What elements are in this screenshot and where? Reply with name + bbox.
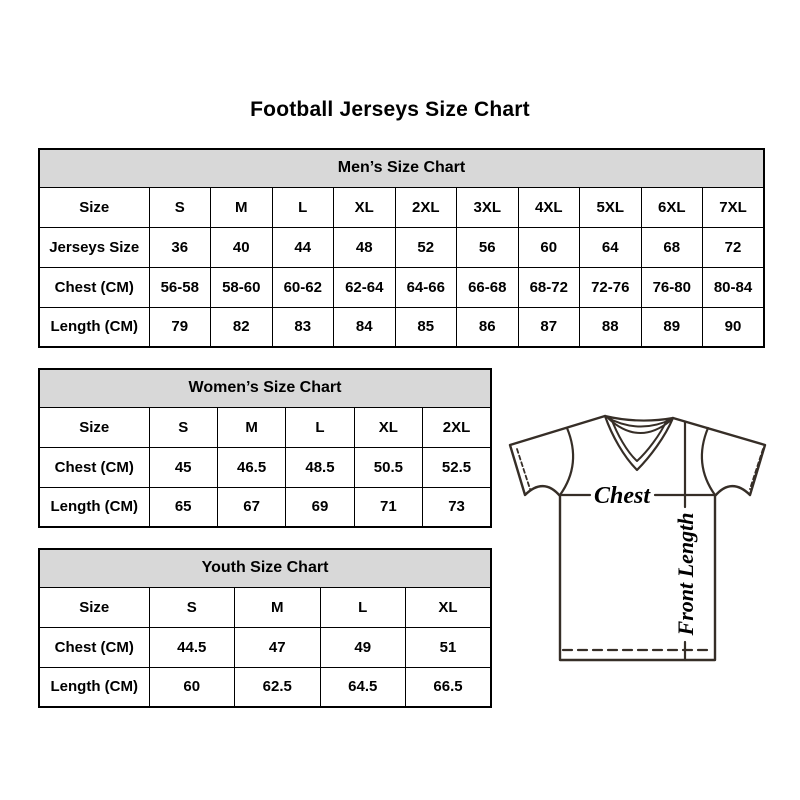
mens-table-row <box>39 267 764 307</box>
womens-cell: 52.5 <box>423 447 491 487</box>
womens-cell: 50.5 <box>354 447 422 487</box>
womens-table-row <box>39 447 491 487</box>
mens-cell: 89 <box>641 307 703 347</box>
youth-table-title: Youth Size Chart <box>39 549 491 587</box>
womens-row-header: Chest (CM) <box>39 447 149 487</box>
mens-cell: 56 <box>457 227 519 267</box>
mens-cell: 6XL <box>641 187 703 227</box>
womens-row-header: Size <box>39 407 149 447</box>
mens-table-row <box>39 307 764 347</box>
mens-cell: 82 <box>211 307 273 347</box>
mens-table-title: Men’s Size Chart <box>39 149 764 187</box>
youth-cell: 44.5 <box>149 627 235 667</box>
mens-cell: 5XL <box>580 187 642 227</box>
mens-table-row <box>39 187 764 227</box>
mens-cell: 68 <box>641 227 703 267</box>
chest-label: Chest <box>593 483 651 509</box>
youth-cell: L <box>320 587 406 627</box>
youth-cell: 62.5 <box>235 667 321 707</box>
jersey-outline <box>510 416 765 660</box>
mens-cell: 68-72 <box>518 267 580 307</box>
womens-cell: 45 <box>149 447 217 487</box>
youth-cell: XL <box>406 587 492 627</box>
youth-cell: 64.5 <box>320 667 406 707</box>
mens-size-table <box>38 148 765 348</box>
mens-cell: 60 <box>518 227 580 267</box>
womens-cell: 65 <box>149 487 217 527</box>
mens-row-header: Jerseys Size <box>39 227 149 267</box>
mens-cell: 58-60 <box>211 267 273 307</box>
mens-cell: 66-68 <box>457 267 519 307</box>
mens-row-header: Size <box>39 187 149 227</box>
mens-table-row <box>39 227 764 267</box>
mens-cell: 85 <box>395 307 457 347</box>
womens-cell: 46.5 <box>217 447 285 487</box>
youth-row-header: Length (CM) <box>39 667 149 707</box>
mens-cell: 36 <box>149 227 211 267</box>
mens-cell: 87 <box>518 307 580 347</box>
youth-row-header: Size <box>39 587 149 627</box>
mens-cell: 79 <box>149 307 211 347</box>
mens-cell: 2XL <box>395 187 457 227</box>
youth-table-row <box>39 627 491 667</box>
mens-cell: 4XL <box>518 187 580 227</box>
mens-cell: 90 <box>703 307 765 347</box>
mens-cell: 7XL <box>703 187 765 227</box>
mens-row-header: Length (CM) <box>39 307 149 347</box>
mens-cell: 72 <box>703 227 765 267</box>
womens-cell: S <box>149 407 217 447</box>
mens-cell: 3XL <box>457 187 519 227</box>
mens-cell: 83 <box>272 307 334 347</box>
jersey-icon <box>505 412 775 672</box>
mens-cell: 62-64 <box>334 267 396 307</box>
mens-cell: 72-76 <box>580 267 642 307</box>
mens-cell: S <box>149 187 211 227</box>
womens-cell: XL <box>354 407 422 447</box>
womens-cell: 69 <box>286 487 354 527</box>
mens-cell: 86 <box>457 307 519 347</box>
mens-cell: 64 <box>580 227 642 267</box>
youth-cell: 66.5 <box>406 667 492 707</box>
youth-cell: 51 <box>406 627 492 667</box>
mens-cell: 40 <box>211 227 273 267</box>
womens-cell: 2XL <box>423 407 491 447</box>
womens-cell: 71 <box>354 487 422 527</box>
youth-cell: 47 <box>235 627 321 667</box>
womens-cell: 73 <box>423 487 491 527</box>
jersey-measurement-diagram <box>505 412 775 672</box>
mens-cell: L <box>272 187 334 227</box>
youth-size-table <box>38 548 492 708</box>
mens-cell: 56-58 <box>149 267 211 307</box>
youth-row-header: Chest (CM) <box>39 627 149 667</box>
womens-table-row <box>39 487 491 527</box>
womens-size-table <box>38 368 492 528</box>
mens-cell: 52 <box>395 227 457 267</box>
front-length-label: Front Length <box>673 512 698 636</box>
mens-cell: 64-66 <box>395 267 457 307</box>
mens-cell: 76-80 <box>641 267 703 307</box>
womens-table-title: Women’s Size Chart <box>39 369 491 407</box>
womens-table-row <box>39 407 491 447</box>
youth-table-row <box>39 587 491 627</box>
youth-cell: 60 <box>149 667 235 707</box>
page-title: Football Jerseys Size Chart <box>250 98 530 121</box>
womens-row-header: Length (CM) <box>39 487 149 527</box>
womens-cell: 48.5 <box>286 447 354 487</box>
mens-row-header: Chest (CM) <box>39 267 149 307</box>
womens-cell: M <box>217 407 285 447</box>
mens-cell: 84 <box>334 307 396 347</box>
youth-table-row <box>39 667 491 707</box>
mens-cell: M <box>211 187 273 227</box>
mens-cell: 44 <box>272 227 334 267</box>
youth-cell: S <box>149 587 235 627</box>
youth-cell: 49 <box>320 627 406 667</box>
mens-cell: XL <box>334 187 396 227</box>
mens-cell: 80-84 <box>703 267 765 307</box>
mens-cell: 88 <box>580 307 642 347</box>
mens-cell: 48 <box>334 227 396 267</box>
womens-cell: L <box>286 407 354 447</box>
womens-cell: 67 <box>217 487 285 527</box>
youth-cell: M <box>235 587 321 627</box>
mens-cell: 60-62 <box>272 267 334 307</box>
